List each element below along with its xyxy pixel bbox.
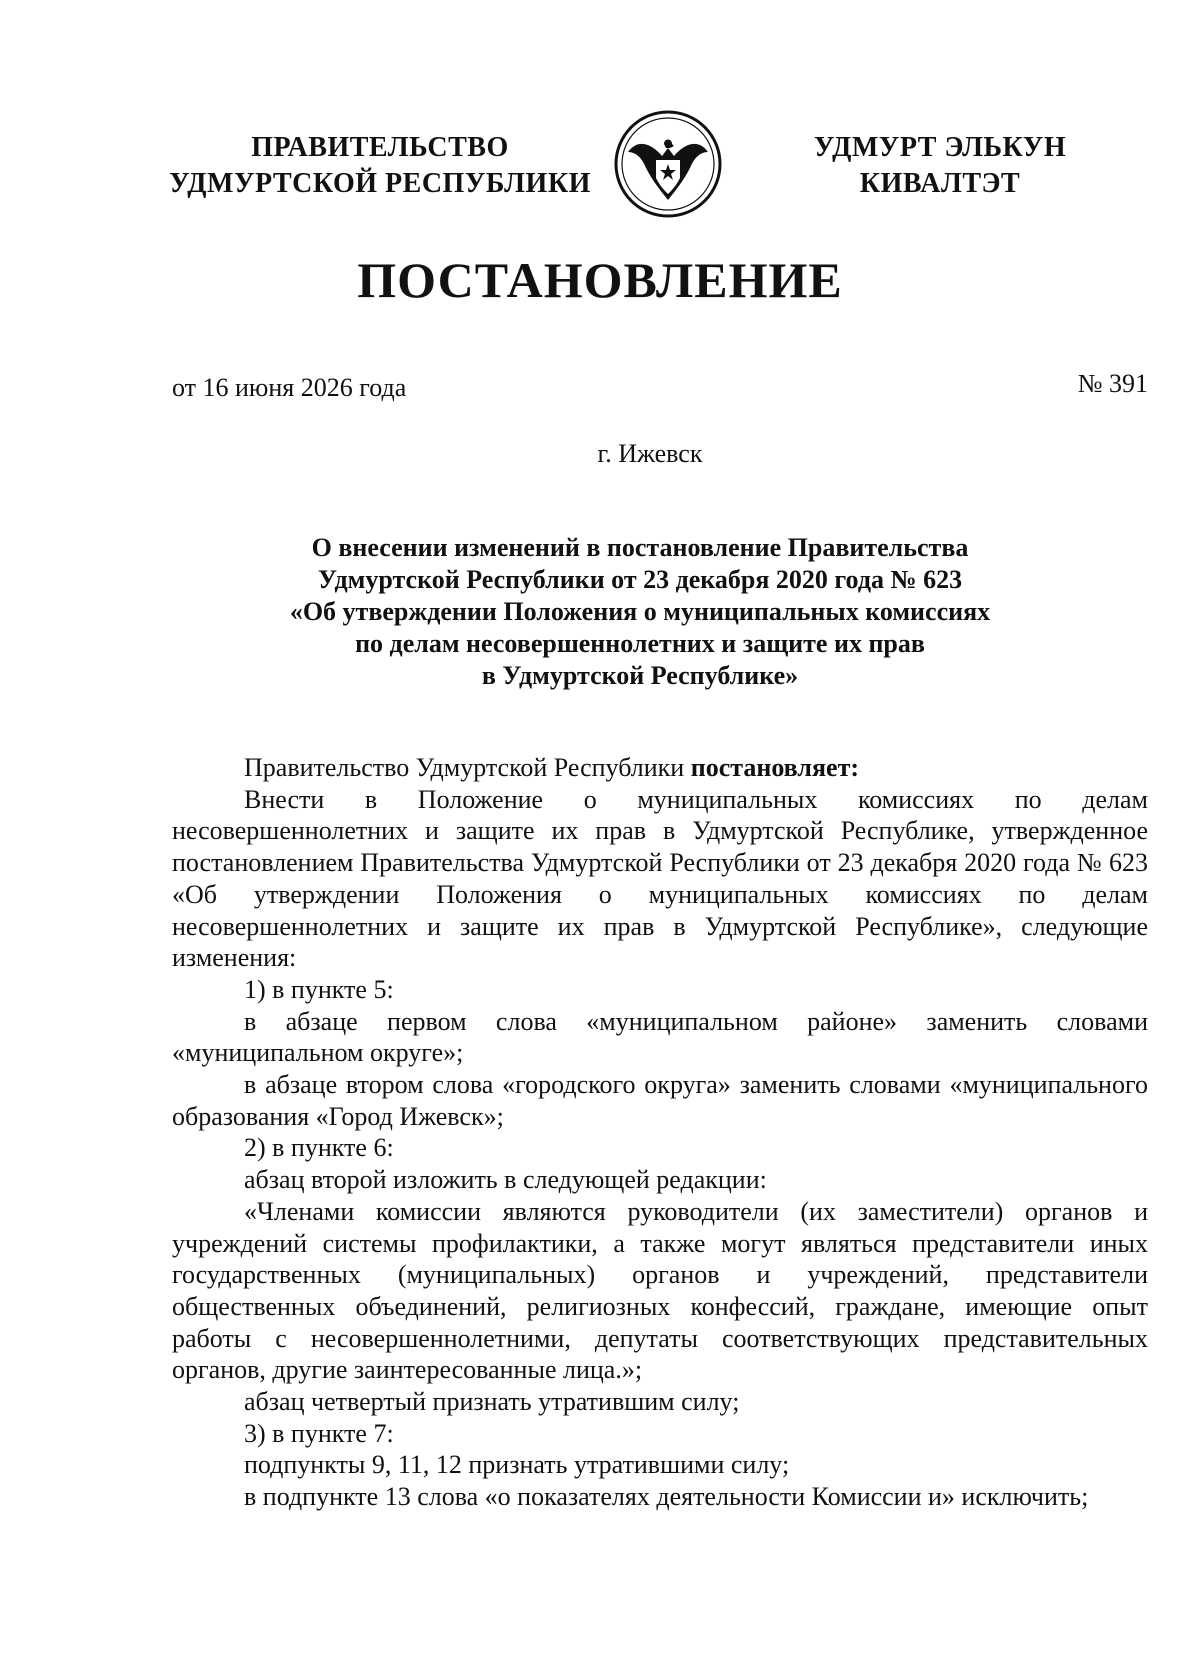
- title-line: в Удмуртской Республике»: [481, 661, 799, 690]
- lead-keyword: постановляет: [690, 753, 851, 782]
- title-line: по делам несовершеннолетних и защите их прав: [355, 629, 925, 658]
- document-type-heading: ПОСТАНОВЛЕНИЕ: [357, 252, 843, 308]
- body-paragraph: 1) в пункте 5:: [244, 974, 394, 1004]
- header-right-line1: УДМУРТ ЭЛЬКУН: [813, 132, 1067, 163]
- title-line: «Об утверждении Положения о муниципальных комиссиях: [289, 597, 991, 626]
- body-paragraph: 2) в пункте 6:: [244, 1133, 394, 1163]
- body-paragraph: «Членами комиссии являются руководители (их заместители) органов и учреждений системы профилактики, а также могут являться представители иных государственных (муниципальных) органов и учреждений, представители общественных объединений, религиозных конфессий, граждане, имеющие опыт работы с несовершеннолетними, депутаты соответствующих представительных органов, другие заинтересованные лица.»;: [172, 1196, 1148, 1385]
- body-paragraph: в абзаце первом слова «муниципальном районе» заменить словами «муниципальном округе»;: [172, 1006, 1148, 1068]
- header-right-line2: КИВАЛТЭТ: [859, 168, 1021, 199]
- body-paragraph: в подпункте 13 слова «о показателях деятельности Комиссии и» исключить;: [244, 1482, 1089, 1512]
- document-body: [172, 752, 1148, 1513]
- body-paragraph: абзац второй изложить в следующей редакции:: [244, 1165, 767, 1195]
- lead-text: Правительство Удмуртской Республики: [244, 753, 691, 782]
- udmurt-coat-of-arms-icon: [612, 108, 724, 220]
- header-right-authority: [780, 130, 1100, 202]
- body-paragraph: Внести в Положение о муниципальных комиссиях по делам несовершеннолетних и защите их прав в Удмуртской Республике, утвержденное постановлением Правительства Удмуртской Республики от 23 декабря 2020 года № 623 «Об утверждении Положения о муниципальных комиссиях по делам несовершеннолетних и защите их прав в Удмуртской Республике», следующие изменения:: [172, 784, 1148, 973]
- body-paragraph: 3) в пункте 7:: [244, 1418, 394, 1448]
- header-left-line1: ПРАВИТЕЛЬСТВО: [251, 132, 509, 163]
- document-date: от 16 июня 2026 года: [172, 373, 407, 402]
- document-number: № 391: [1077, 369, 1148, 398]
- lead-colon: :: [850, 753, 860, 782]
- header-left-authority: [160, 130, 600, 202]
- body-lead-paragraph: [172, 752, 1148, 784]
- title-line: Удмуртской Республики от 23 декабря 2020 года № 623: [317, 565, 963, 594]
- title-line: О внесении изменений в постановление Правительства: [311, 533, 969, 562]
- body-paragraph: в абзаце втором слова «городского округа» заменить словами «муниципального образования «Город Ижевск»;: [172, 1070, 1148, 1131]
- document-title: [240, 532, 1040, 692]
- body-paragraph: подпункты 9, 11, 12 признать утратившими силу;: [244, 1450, 790, 1480]
- document-city: г. Ижевск: [597, 439, 703, 468]
- header-left-line2: УДМУРТСКОЙ РЕСПУБЛИКИ: [169, 168, 591, 199]
- body-paragraph: абзац четвертый признать утратившим силу;: [244, 1387, 740, 1417]
